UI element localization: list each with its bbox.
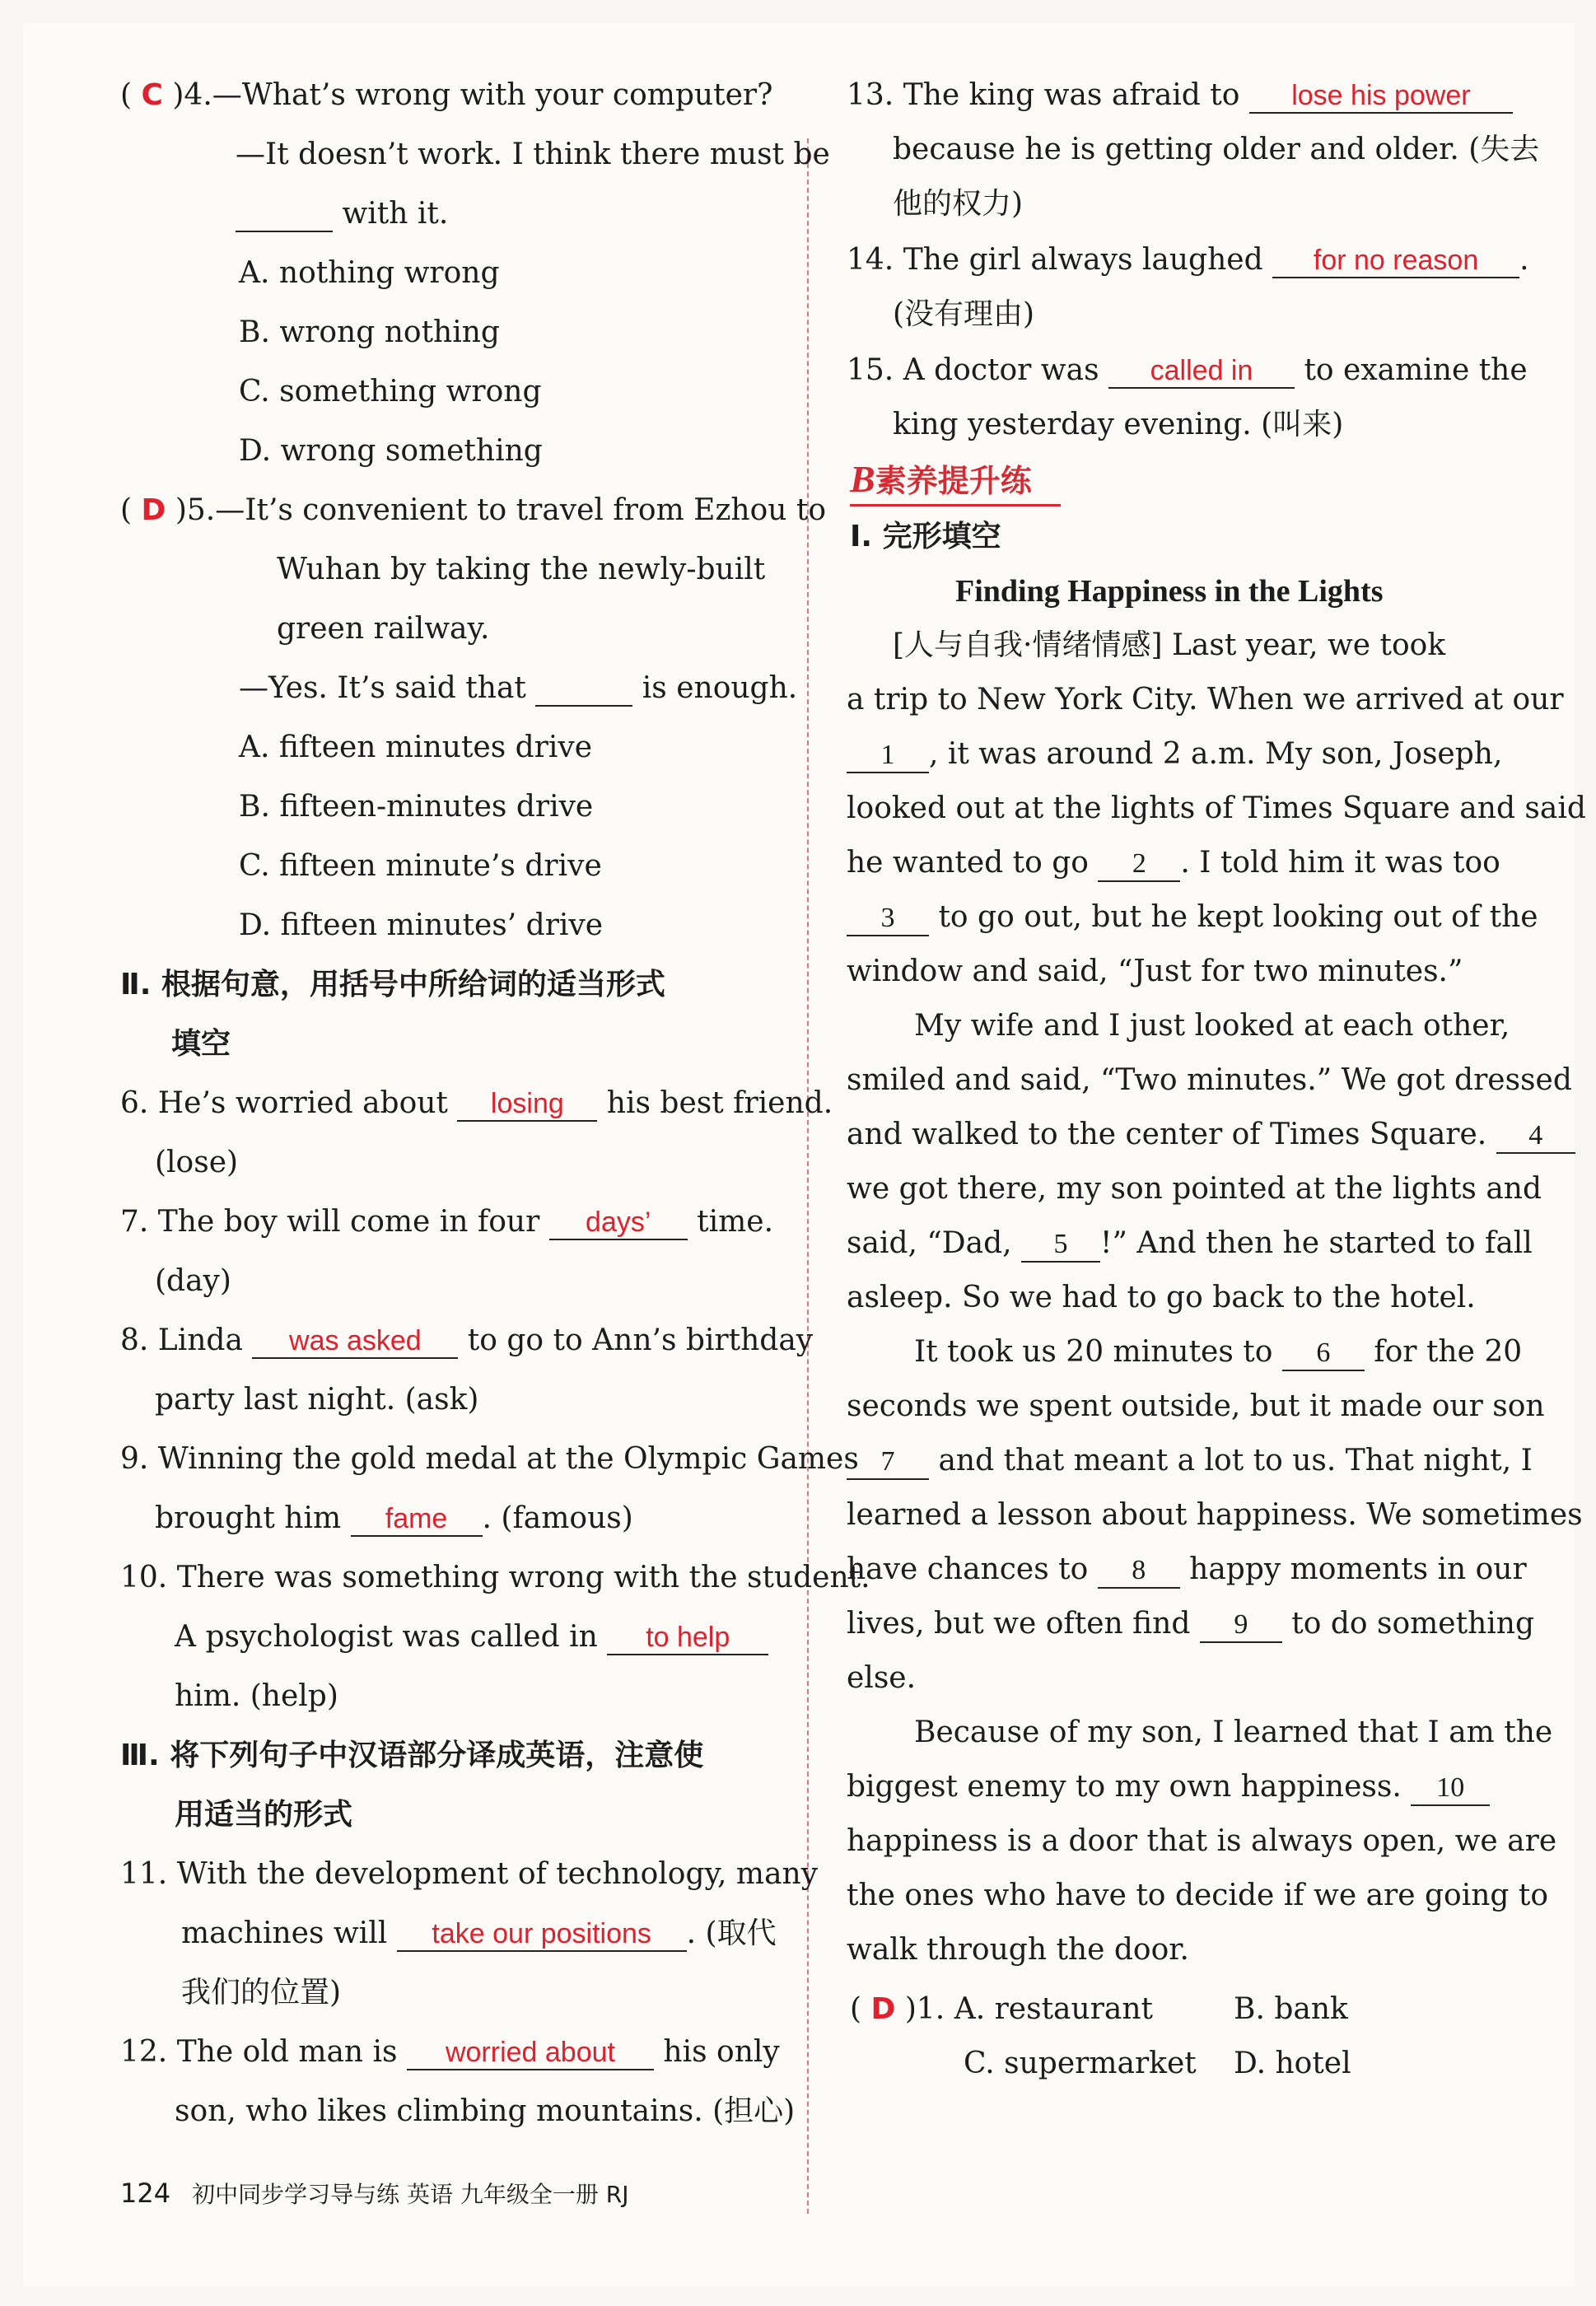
- cloze-q1-option-c: C. supermarket: [964, 2047, 1197, 2080]
- q12-answer: worried about: [407, 2036, 654, 2070]
- page-footer: [120, 2177, 629, 2210]
- column-divider: [807, 138, 809, 2214]
- q9-line2: brought him fame . (famous): [155, 1501, 633, 1535]
- cloze-line-12: said, “Dad, 5 !” And then he started to fall: [847, 1224, 1533, 1263]
- q13-line3: 他的权力): [893, 187, 1024, 221]
- cloze-line-6: 3 to go out, but he kept looking out of the: [847, 898, 1538, 937]
- q5-option-c: C. fifteen minute’s drive: [239, 849, 602, 883]
- cloze-line-3: 1 , it was around 2 a.m. My son, Joseph,: [847, 735, 1502, 774]
- q8-answer: was asked: [252, 1324, 458, 1359]
- cloze-line-18: have chances to 8 happy moments in our: [847, 1550, 1527, 1589]
- q4-option-b: B. wrong nothing: [239, 315, 500, 349]
- q14-answer: for no reason: [1272, 244, 1519, 278]
- cloze-line-14: It took us 20 minutes to 6 for the 20: [914, 1333, 1522, 1372]
- section-3-heading: Ⅲ. 将下列句子中汉语部分译成英语，注意使: [120, 1739, 704, 1772]
- q12: 12. The old man is worried about his only: [120, 2035, 780, 2069]
- q5-answer: D: [141, 493, 166, 527]
- cloze-blank-1: 1: [847, 739, 929, 773]
- cloze-line-8: My wife and I just looked at each other,: [914, 1009, 1510, 1043]
- q4-answer: C: [141, 78, 163, 112]
- q5-line4: —Yes. It’s said that is enough.: [239, 671, 798, 705]
- cloze-line-16: 7 and that meant a lot to us. That night, I: [847, 1441, 1533, 1481]
- q5-option-d: D. fifteen minutes’ drive: [239, 908, 604, 942]
- cloze-q1: ( D )1. A. restaurant: [850, 1992, 1154, 2026]
- q12-line2: son, who likes climbing mountains. (担心): [175, 2094, 796, 2128]
- page-number: 124: [120, 2178, 171, 2209]
- cloze-line-23: happiness is a door that is always open, we are: [847, 1824, 1557, 1858]
- q10-line2: A psychologist was called in to help: [175, 1617, 768, 1657]
- q5-line3: green railway.: [277, 612, 490, 646]
- q10-line3: him. (help): [175, 1679, 338, 1713]
- q5-option-b: B. fifteen-minutes drive: [239, 790, 594, 824]
- q4-option-a: A. nothing wrong: [239, 256, 500, 290]
- q4-stem: ( C )4.—What’s wrong with your computer?: [120, 78, 773, 112]
- section-2-heading-cont: 填空: [171, 1027, 231, 1061]
- q9-answer: fame: [351, 1502, 483, 1537]
- cloze-blank-10: 10: [1411, 1772, 1490, 1806]
- q4-line3: with it.: [236, 194, 448, 234]
- q11-line1: 11. With the development of technology, many: [120, 1857, 819, 1891]
- cloze-line-13: asleep. So we had to go back to the hotel.: [847, 1281, 1476, 1314]
- q11-line3: 我们的位置): [181, 1976, 342, 2010]
- cloze-line-9: smiled and said, “Two minutes.” We got dressed: [847, 1063, 1572, 1097]
- q4-option-c: C. something wrong: [239, 375, 542, 408]
- q5-option-a: A. fifteen minutes drive: [239, 731, 593, 764]
- cloze-blank-9: 9: [1200, 1608, 1282, 1643]
- cloze-q1-answer: D: [870, 1992, 896, 2026]
- cloze-line-15: seconds we spent outside, but it made our son: [847, 1389, 1545, 1423]
- q14: 14. The girl always laughed for no reason .: [847, 243, 1529, 277]
- q10-line1: 10. There was something wrong with the student.: [120, 1561, 870, 1594]
- q6: 6. He’s worried about losing his best friend.: [120, 1086, 833, 1120]
- q4-option-d: D. wrong something: [239, 434, 543, 468]
- cloze-line-21: Because of my son, I learned that I am the: [914, 1715, 1553, 1749]
- q4-line2: —It doesn’t work. I think there must be: [236, 138, 830, 171]
- section-b-badge: B素养提升练: [850, 458, 1032, 500]
- cloze-blank-8: 8: [1098, 1554, 1180, 1589]
- section-3-heading-cont: 用适当的形式: [175, 1798, 353, 1832]
- cloze-blank-5: 5: [1021, 1228, 1100, 1263]
- q13-line2: because he is getting older and older. (失去: [893, 133, 1540, 166]
- q14-line2: (没有理由): [893, 297, 1035, 331]
- q5-stem: ( D )5.—It’s convenient to travel from Ezhou to: [120, 493, 827, 527]
- q11-answer: take our positions: [397, 1917, 687, 1952]
- cloze-q1-option-d: D. hotel: [1234, 2047, 1351, 2080]
- q15-answer: called in: [1108, 354, 1295, 389]
- section-b-letter: B: [850, 458, 875, 500]
- section-b-underline: [850, 504, 1061, 506]
- q5-line2: Wuhan by taking the newly-built: [277, 553, 766, 586]
- section-2-heading: Ⅱ. 根据句意，用括号中所给词的适当形式: [120, 968, 665, 1001]
- cloze-blank-2: 2: [1098, 847, 1180, 882]
- q7-answer: days’: [549, 1206, 688, 1240]
- q9-line1: 9. Winning the gold medal at the Olympic Games: [120, 1442, 859, 1476]
- cloze-line-11: we got there, my son pointed at the lights and: [847, 1172, 1542, 1206]
- cloze-line-25: walk through the door.: [847, 1933, 1189, 1967]
- q10-answer: to help: [607, 1621, 768, 1655]
- cloze-q1-option-b: B. bank: [1234, 1992, 1348, 2026]
- q7: 7. The boy will come in four days’ time.: [120, 1205, 774, 1239]
- cloze-line-22: biggest enemy to my own happiness. 10: [847, 1767, 1490, 1807]
- q13-answer: lose his power: [1249, 79, 1513, 114]
- cloze-blank-7: 7: [847, 1445, 929, 1480]
- cloze-blank-3: 3: [847, 902, 929, 936]
- cloze-line-20: else.: [847, 1661, 917, 1695]
- book-title: 初中同步学习导与练 英语 九年级全一册 RJ: [192, 2181, 629, 2208]
- q8-line2: party last night. (ask): [155, 1383, 479, 1417]
- cloze-line-5: he wanted to go 2 . I told him it was too: [847, 843, 1500, 883]
- cloze-line-1: [人与自我·情绪情感] Last year, we took: [893, 628, 1446, 662]
- cloze-line-4: looked out at the lights of Times Square and said: [847, 791, 1586, 825]
- page: [23, 23, 1586, 2286]
- cloze-line-19: lives, but we often find 9 to do something: [847, 1604, 1534, 1644]
- q15: 15. A doctor was called in to examine the: [847, 353, 1528, 387]
- q7-hint: (day): [155, 1264, 231, 1298]
- cloze-line-7: window and said, “Just for two minutes.”: [847, 955, 1463, 988]
- q8: 8. Linda was asked to go to Ann’s birthday: [120, 1323, 814, 1357]
- q11-line2: machines will take our positions . (取代: [181, 1916, 777, 1950]
- cloze-line-17: learned a lesson about happiness. We sometimes: [847, 1498, 1583, 1532]
- cloze-line-2: a trip to New York City. When we arrived at our: [847, 683, 1564, 717]
- q13: 13. The king was afraid to lose his power: [847, 76, 1513, 115]
- cloze-blank-6: 6: [1282, 1337, 1365, 1371]
- q15-line2: king yesterday evening. (叫来): [893, 408, 1344, 441]
- cloze-blank-4: 4: [1496, 1119, 1575, 1154]
- cloze-line-10: and walked to the center of Times Square. 4: [847, 1115, 1575, 1155]
- q6-hint: (lose): [155, 1146, 239, 1179]
- q6-answer: losing: [457, 1087, 597, 1122]
- cloze-title: Finding Happiness in the Lights: [955, 574, 1384, 609]
- cloze-heading: Ⅰ. 完形填空: [850, 520, 1001, 553]
- cloze-line-24: the ones who have to decide if we are going to: [847, 1879, 1549, 1912]
